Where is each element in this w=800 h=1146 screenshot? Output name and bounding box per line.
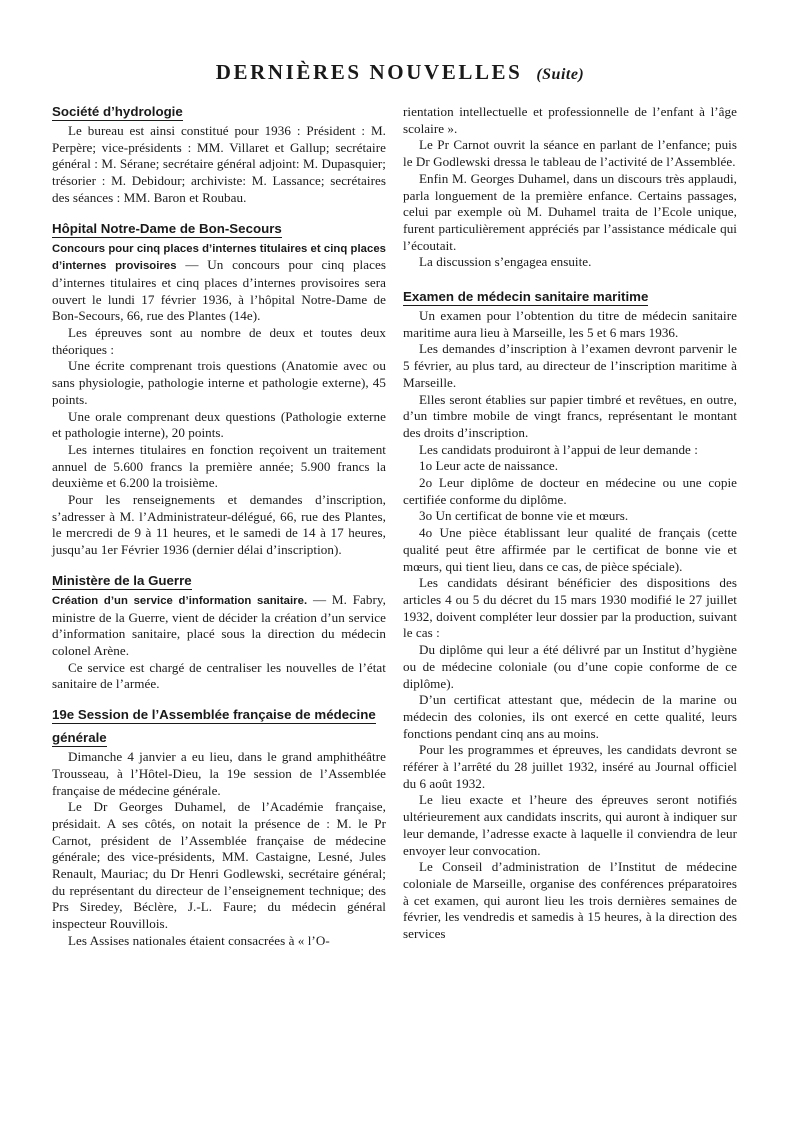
paragraph: Dimanche 4 janvier a eu lieu, dans le grand amphithéâtre Trousseau, à l’Hôtel-Dieu, la 19e session de l’Assemblée française de médecine générale. (52, 749, 386, 798)
paragraph: D’un certificat attestant que, médecin de la marine ou médecin des colonies, ils ont exercé en cette qualité, leurs fonctions pendant cinq ans au moins. (403, 692, 737, 741)
paragraph: Une écrite comprenant trois questions (Anatomie avec ou sans physiologie, pathologie interne et pathologie externe), 45 points. (52, 358, 386, 407)
section-title-assemblee: 19e Session de l’Assemblée française de médecine générale (52, 707, 376, 746)
paragraph: rientation intellectuelle et professionnelle de l’enfant à l’âge scolaire ». (403, 104, 737, 136)
list-item: 1o Leur acte de naissance. (419, 458, 559, 474)
paragraph: Une orale comprenant deux questions (Pathologie externe et pathologie interne), 20 points. (52, 408, 386, 441)
paragraph: Un examen pour l’obtention du titre de médecin sanitaire maritime aura lieu à Marseille, les 5 et 6 mars 1936. (403, 308, 737, 340)
paragraph: Le Pr Carnot ouvrit la séance en parlant de l’enfance; puis le Dr Godlewski dressa le tableau de l’activité de l’Assemblée. (403, 137, 737, 170)
paragraph: Les Assises nationales étaient consacrées à « l’O- (68, 932, 330, 948)
paragraph: Les internes titulaires en fonction reçoivent un traitement annuel de 5.600 francs la première année; 5.900 francs la deuxième et 6.200 la troisième. (52, 441, 386, 491)
paragraph: Le bureau est ainsi constitué pour 1936 : Président : M. Perpère; vice-présidents : MM. Villaret et Gallup; secrétaire général : M. Sérane; secrétaire général adjoint: M. Dupasquier; trésorier : M. Debidour; archiviste: M. Lassance; secrétaires des séances : MM. Baron et Roubau. (52, 123, 386, 205)
section-title-guerre: Ministère de la Guerre (52, 572, 192, 588)
paragraph: Le Dr Georges Duhamel, de l’Académie française, présidait. A ses côtés, on notait la présence de : M. le Pr Carnot, président de l’Assemblée française de médecine générale; des vice-présidents, MM. Castaigne, Lesné, Jules Renault, Mauriac; du Dr Henri Godlewski, secrétaire général; du représentant du directeur de l’enseignement technique; des Prs Siredey, Béclère, J.-L. Faure; du médecin général inspecteur Rouvillois. (52, 799, 386, 932)
page-title-suite: (Suite) (536, 66, 585, 83)
paragraph-lead: Création d’un service d’information sanitaire. (52, 594, 308, 607)
paragraph: Pour les programmes et épreuves, les candidats devront se référer à l’arrêté du 28 juillet 1932, inséré au Journal officiel du 6 août 1932. (403, 742, 737, 791)
paragraph: Ce service est chargé de centraliser les nouvelles de l’état sanitaire de l’armée. (52, 659, 386, 692)
paragraph-lead: Concours pour cinq places d’internes titulaires et cinq places d’internes provisoires (52, 242, 386, 273)
paragraph: Le Conseil d’administration de l’Institut de médecine coloniale de Marseille, organise des conférences préparatoires à cet examen, qui auront lieu les trois dernières semaines de février, les vendredis et samedis à 15 heures, à la direction des services (403, 859, 737, 942)
paragraph: Pour les renseignements et demandes d’inscription, s’adresser à M. l’Administrateur-délégué, 66, rue des Plantes, le mercredi de 9 à 11 heures, et le samedi de 14 à 17 heures, jusqu’au 1er Février 1936 (dernier délai d’inscription). (52, 492, 386, 558)
paragraph: Concours pour cinq places d’internes titulaires et cinq places d’internes provisoires — Un concours pour cinq places d’internes titulaires et cinq places d’internes provisoires sera ouvert le lundi 17 février 1936, à l’hôpital Notre-Dame de Bon-Secours, 66, rue des Plantes (14e). (52, 242, 386, 324)
page-title-text: DERNIÈRES NOUVELLES (215, 60, 523, 84)
paragraph: Enfin M. Georges Duhamel, dans un discours très applaudi, parla longuement de la première enfance. Certains passages, celui par exemple où M. Duhamel traita de l’Ecole unique, furent particulièrement appréciés par l’assistance médicale qui l’écoutait. (403, 170, 737, 253)
paragraph: Les demandes d’inscription à l’examen devront parvenir le 5 février, au plus tard, au directeur de l’inscription maritime à Marseille. (403, 341, 737, 390)
paragraph: Les candidats désirant bénéficier des dispositions des articles 4 ou 5 du décret du 15 mars 1930 modifié le 27 juillet 1932, doivent compléter leur dossier par la production, suivant le cas : (403, 575, 737, 641)
paragraph: La discussion s’engagea ensuite. (419, 254, 592, 270)
section-title-hydrologie: Société d’hydrologie (52, 104, 183, 119)
page-title (0, 60, 800, 85)
section-title-hopital: Hôpital Notre-Dame de Bon-Secours (52, 220, 282, 236)
paragraph: Du diplôme qui leur a été délivré par un Institut d’hygiène ou de médecine coloniale (ou d’une copie conforme de ce diplôme). (403, 642, 737, 691)
right-column (403, 104, 737, 943)
list-item: 3o Un certificat de bonne vie et mœurs. (419, 508, 629, 524)
list-item: 2o Leur diplôme de docteur en médecine ou une copie certifiée conforme du diplôme. (403, 475, 737, 507)
paragraph: Elles seront établies sur papier timbré et revêtues, en outre, d’un timbre mobile de vingt francs, représentant le montant des droits d’inscription. (403, 391, 737, 440)
paragraph: Création d’un service d’information sanitaire. — M. Fabry, ministre de la Guerre, vient de décider la création d’un service d’information sanitaire, placé sous la direction du médecin colonel Arène. (52, 591, 386, 658)
left-column (52, 100, 386, 950)
list-item: 4o Une pièce établissant leur qualité de français (cette qualité peut être affirmée par le certificat de bonne vie et mœurs, qui tient lieu, dans ce cas, de pièce spéciale). (403, 525, 737, 574)
paragraph: Les candidats produiront à l’appui de leur demande : (419, 441, 698, 457)
section-title-examen: Examen de médecin sanitaire maritime (403, 289, 649, 305)
paragraph: Les épreuves sont au nombre de deux et toutes deux théoriques : (52, 325, 386, 357)
paragraph: Le lieu exacte et l’heure des épreuves seront notifiés ultérieurement aux candidats inscrits, qui auront à indiquer sur leur demande, l’adresse exacte à laquelle il conviendra de leur envoyer leur convocation. (403, 792, 737, 858)
